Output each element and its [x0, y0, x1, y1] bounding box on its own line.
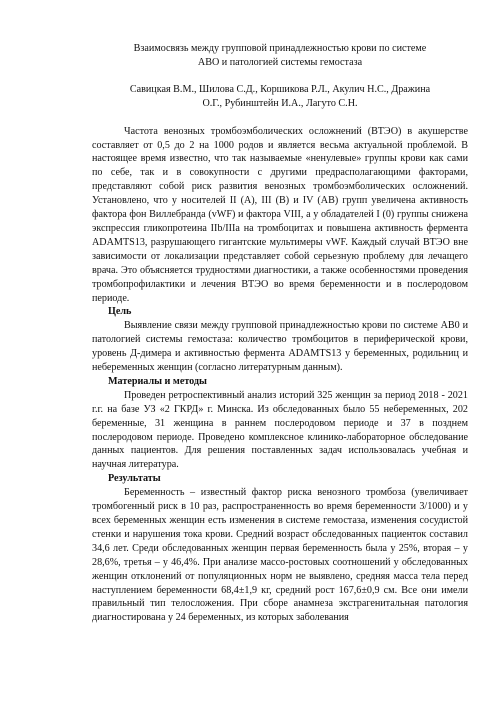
methods-heading: Материалы и методы	[108, 375, 207, 387]
paper-title	[92, 42, 468, 70]
goal-heading: Цель	[108, 306, 132, 318]
goal-paragraph: Выявление связи между групповой принадлежностью крови по системе АВ0 и патологией системы гемостаза: количество тромбоцитов в периферической крови, уровень Д-димера и активностью фермента ADAMTS13 у беременных, родильниц и небеременных женщин (согласно литературным данным).	[92, 320, 468, 374]
results-paragraph: Беременность – известный фактор риска венозного тромбоза (увеличивает тромбогенный риск в 10 раз, распространенность во время беременности 3/1000) и у всех беременных женщин есть изменения в системе гемостаза, изменения сосудистой стенки и нарушения тока крови. Средний возраст обследованных пациенток составил 34,6 лет. Среди обследованных женщин первая беременность была у 25%, вторая – у 28,6%, третья – у 46,4%. При анализе массо-ростовых соотношений у обследованных женщин отклонений от популяционных норм не выявлено, средняя масса тела перед наступлением беременности 68,4±1,9 кг, средний рост 167,6±0,9 см. Все они имели правильный тип телосложения. При сборе анамнеза экстрагенитальная патология диагностирована у 24 беременных, из которых заболевания	[92, 487, 468, 624]
intro-paragraph: Частота венозных тромбоэмболических осложнений (ВТЭО) в акушерстве составляет от 0,5 до 2 на 1000 родов и является весьма актуальной проблемой. В настоящее время известно, что так называемые «ненулевые» группы крови как сами по себе, так и в совокупности с другими предрасполагающими факторами, представляют собой риск развития венозных тромбоэмболических осложнений. Установлено, что у носителей II (А), III (В) и IV (АВ) групп увеличена активность фактора фон Виллебранда (vWF) и фактора VIII, а у обладателей I (0) группы снижена экспрессия гликопротеина IIb/IIIa на тромбоцитах и повышена активность фермента ADAMTS13, разрушающего гигантские мультимеры vWF. Каждый случай ВТЭО вне зависимости от локализации представляет собой серьезную проблему для лечащего врача. Это объясняется трудностями диагностики, а также особенностями проведения тромбопрофилактики и лечения ВТЭО во время беременности и в послеродовом периоде.	[92, 125, 468, 304]
document-page	[92, 42, 468, 625]
results-heading: Результаты	[108, 473, 161, 485]
article-body	[92, 125, 468, 626]
title-line-1: Взаимосвязь между групповой принадлежностью крови по системе	[133, 43, 427, 54]
title-line-2: АВО и патологией системы гемостаза	[197, 56, 363, 68]
authors-line-2: О.Г., Рубинштейн И.А., Лагуто С.Н.	[202, 97, 358, 109]
author-list	[92, 83, 468, 111]
authors-line-1: Савицкая В.М., Шилова С.Д., Коршикова Р.Л., Акулич Н.С., Дражина	[129, 83, 431, 95]
methods-paragraph: Проведен ретроспективный анализ историй 325 женщин за период 2018 - 2021 г.г. на базе УЗ «2 ГКРД» г. Минска. Из обследованных было 55 небеременных, 202 беременные, 31 женщина в раннем послеродовом периоде и 37 в позднем послеродовом периоде. Проведено комплексное клинико-лабораторное обследование данных пациентов. Для решения поставленных задач использовалась учебная и научная литература.	[92, 389, 468, 471]
